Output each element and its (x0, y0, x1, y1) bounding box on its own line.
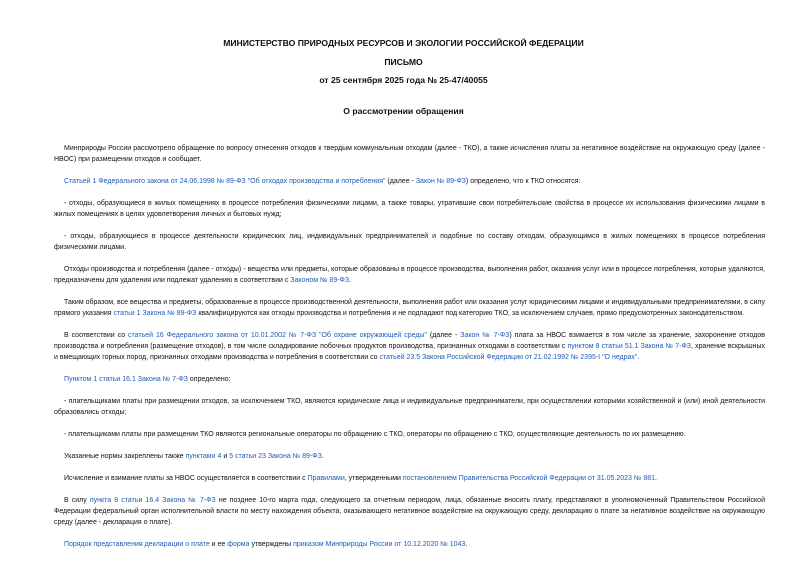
paragraph-12: Исчисление и взимание платы за НВОС осуществляется в соответствии с Правилами, утвержденными постановлением Правительства Российской Федерации от 31.05.2023 № 881. (64, 475, 657, 482)
link-law-7-article-16-1[interactable]: Пунктом 1 статьи 16.1 Закона № 7-ФЗ (64, 376, 188, 383)
letter-body (54, 143, 765, 561)
paragraph-8: Пунктом 1 статьи 16.1 Закона № 7-ФЗ определено: (64, 376, 231, 383)
paragraph-9: - плательщиками платы при размещении отходов, за исключением ТКО, являются юридические лица и индивидуальные предприниматели, при осуществлении которыми хозяйственной и (или) иной деятельности образовались отходы; (54, 398, 765, 416)
paragraph-11: Указанные нормы закреплены также пунктами 4 и 5 статьи 23 Закона № 89-ФЗ. (64, 453, 324, 460)
link-law-nedra-article-23-5[interactable]: статьей 23.5 Закона Российской Федерации от 21.02.1992 № 2395-I "О недрах" (379, 354, 638, 361)
link-law-7-article-16[interactable]: статьей 16 Федерального закона от 10.01.2002 № 7-ФЗ "Об охране окружающей среды" (128, 332, 427, 339)
paragraph-4: - отходы, образующиеся в процессе деятельности юридических лиц, индивидуальных предпринимателей и подобные по составу отходам, образующимся в жилых помещениях в процессе потребления физическими лицами. (54, 233, 765, 251)
paragraph-14: Порядок представления декларации о плате и ее форма утверждены приказом Минприроды России от 10.12.2020 № 1043. (64, 541, 468, 548)
paragraph-7: В соответствии со статьей 16 Федерального закона от 10.01.2002 № 7-ФЗ "Об охране окружающей среды" (далее - Закон № 7-ФЗ) плата за НВОС взимается в том числе за хранение, захоронение отходов производства и потребления (размещение отходов), в том числе складирование побочных продуктов производства, признанных отходами в соответствии с пунктом 8 статьи 51.1 Закона № 7-ФЗ, хранение вскрышных и вмещающих горных пород, признанных отходами производства и потребления в соответствии со статьей 23.5 Закона Российской Федерации от 21.02.1992 № 2395-I "О недрах". (54, 332, 765, 361)
link-law-89[interactable]: Закон № 89-ФЗ (415, 178, 466, 185)
link-law-89-article-23[interactable]: 5 статьи 23 Закона № 89-ФЗ (229, 453, 322, 460)
link-law-7-article-16-4[interactable]: пункта 8 статьи 16.4 Закона № 7-ФЗ (89, 497, 216, 504)
paragraph-3: - отходы, образующиеся в жилых помещениях в процессе потребления физическими лицами, а также товары, утратившие свои потребительские свойства в процессе их использования физическими лицами в жилых помещениях в целях удовлетворения личных и бытовых нужд; (54, 200, 765, 218)
link-law-89-ref[interactable]: Законом № 89-ФЗ (290, 277, 350, 284)
link-law-7-article-51-1[interactable]: пунктом 8 статьи 51.1 Закона № 7-ФЗ (567, 343, 692, 350)
paragraph-2: Статьей 1 Федерального закона от 24.06.1998 № 89-ФЗ "Об отходах производства и потребления" (далее - Закон № 89-ФЗ) определено, что к ТКО относятся: (64, 178, 581, 185)
link-resolution-881[interactable]: постановлением Правительства Российской Федерации от 31.05.2023 № 881 (402, 475, 656, 482)
paragraph-13: В силу пункта 8 статьи 16.4 Закона № 7-ФЗ не позднее 10-го марта года, следующего за отчетным периодом, лица, обязанные вносить плату, представляют в уполномоченный Правительством Российской Федерации федеральный орган исполнительной власти по месту нахождения объекта, оказывающего негативное воздействие на окружающую среду, декларацию о плате за негативное воздействие на окружающую среду (далее - декларация о плате). (54, 497, 765, 526)
paragraph-6: Таким образом, все вещества и предметы, образованные в процессе производственной деятельности, выполнения работ или оказания услуг юридическими лицами и индивидуальными предпринимателями, в силу прямого указания статьи 1 Закона № 89-ФЗ квалифицируются как отходы производства и потребления и не подпадают под категорию ТКО, за исключением случаев, прямо предусмотренных законодательством. (54, 299, 765, 317)
paragraph-5: Отходы производства и потребления (далее - отходы) - вещества или предметы, которые образованы в процессе производства, выполнения работ, оказания услуг или в процессе потребления, которые удаляются, предназначены для удаления или подлежат удалению в соответствии с Законом № 89-ФЗ. (54, 266, 765, 284)
doc-date-number: от 25 сентября 2025 года № 25-47/40055 (319, 75, 488, 85)
ministry-title: МИНИСТЕРСТВО ПРИРОДНЫХ РЕСУРСОВ И ЭКОЛОГИИ РОССИЙСКОЙ ФЕДЕРАЦИИ (223, 38, 584, 48)
link-law-89-p4[interactable]: пунктами 4 (185, 453, 222, 460)
link-declaration-form[interactable]: форма (227, 541, 250, 548)
paragraph-10: - плательщиками платы при размещении ТКО являются региональные операторы по обращению с ТКО, операторы по обращению с ТКО, осуществляющие деятельность по их размещению. (64, 431, 686, 438)
link-law-7[interactable]: Закон № 7-ФЗ (460, 332, 510, 339)
link-declaration-procedure[interactable]: Порядок представления декларации о плате (64, 541, 210, 548)
link-order-1043[interactable]: приказом Минприроды России от 10.12.2020 № 1043 (293, 541, 466, 548)
doc-subject: О рассмотрении обращения (343, 106, 464, 116)
link-rules[interactable]: Правилами (307, 475, 345, 482)
link-law-89-article-1-ref[interactable]: статьи 1 Закона № 89-ФЗ (113, 310, 197, 317)
doc-type: ПИСЬМО (384, 57, 423, 67)
paragraph-1: Минприроды России рассмотрело обращение по вопросу отнесения отходов к твердым коммунальным отходам (далее - ТКО), а также исчисления платы за негативное воздействие на окружающую среду (далее - НВОС) при размещении отходов и сообщает. (54, 145, 765, 163)
link-law-89-article-1[interactable]: Статьей 1 Федерального закона от 24.06.1998 № 89-ФЗ "Об отходах производства и потребления" (64, 178, 386, 185)
